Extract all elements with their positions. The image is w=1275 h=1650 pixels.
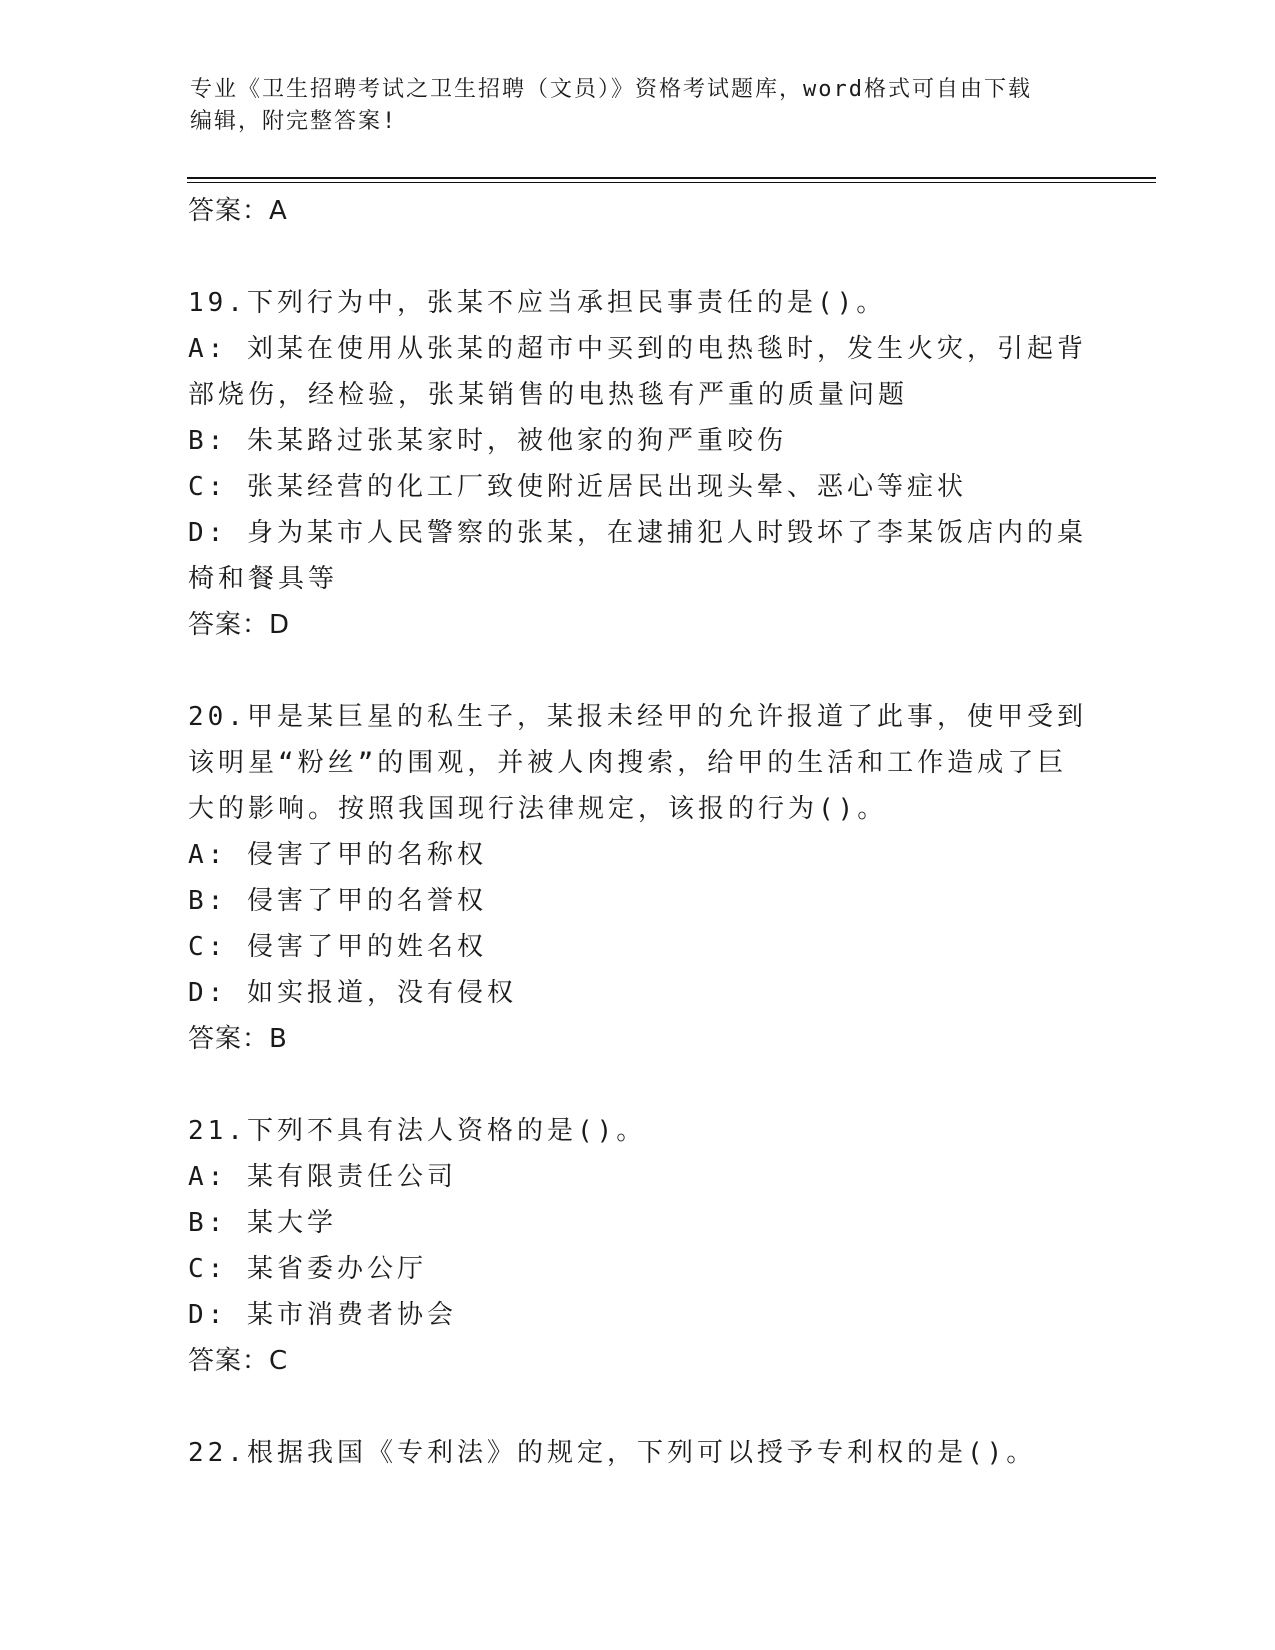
option-a: A: 某有限责任公司 xyxy=(188,1162,457,1192)
answer-line: 答案：A xyxy=(188,196,288,226)
option-d: D: 身为某市人民警察的张某，在逮捕犯人时毁坏了李某饭店内的桌椅和餐具等 xyxy=(188,518,1087,594)
option-d: D: 如实报道，没有侵权 xyxy=(188,978,517,1008)
page-header xyxy=(190,74,1090,138)
option-b: B: 侵害了甲的名誉权 xyxy=(188,886,487,916)
question-content xyxy=(188,188,1088,1476)
spacer xyxy=(188,1384,1088,1430)
question-stem: 19.下列行为中，张某不应当承担民事责任的是()。 xyxy=(188,288,887,318)
option-a: A: 侵害了甲的名称权 xyxy=(188,840,487,870)
option-c: C: 张某经营的化工厂致使附近居民出现头晕、恶心等症状 xyxy=(188,472,967,502)
question-stem: 22.根据我国《专利法》的规定，下列可以授予专利权的是()。 xyxy=(188,1438,1037,1468)
question-stem: 21.下列不具有法人资格的是()。 xyxy=(188,1116,647,1146)
header-line-2: 编辑，附完整答案! xyxy=(190,109,398,134)
option-c: C: 某省委办公厅 xyxy=(188,1254,427,1284)
option-c: C: 侵害了甲的姓名权 xyxy=(188,932,487,962)
question-block xyxy=(188,1430,1088,1476)
option-d: D: 某市消费者协会 xyxy=(188,1300,457,1330)
header-divider-thin xyxy=(187,182,1156,183)
option-a: A: 刘某在使用从张某的超市中买到的电热毯时，发生火灾，引起背部烧伤，经检验，张某销售的电热毯有严重的质量问题 xyxy=(188,334,1087,410)
spacer xyxy=(188,648,1088,694)
header-line-1: 专业《卫生招聘考试之卫生招聘（文员）》资格考试题库，word格式可自由下载 xyxy=(190,77,1032,102)
option-b: B: 某大学 xyxy=(188,1208,337,1238)
question-block xyxy=(188,694,1088,1062)
answer-line: 答案：B xyxy=(188,1024,288,1054)
option-b: B: 朱某路过张某家时，被他家的狗严重咬伤 xyxy=(188,426,787,456)
header-divider-thick xyxy=(187,177,1156,179)
question-stem: 20.甲是某巨星的私生子，某报未经甲的允许报道了此事，使甲受到该明星“粉丝”的围观，并被人肉搜索，给甲的生活和工作造成了巨大的影响。按照我国现行法律规定，该报的行为()。 xyxy=(188,702,1087,824)
question-block xyxy=(188,280,1088,648)
spacer xyxy=(188,234,1088,280)
answer-line: 答案：D xyxy=(188,610,291,640)
answer-line: 答案：C xyxy=(188,1346,289,1376)
question-block xyxy=(188,1108,1088,1384)
spacer xyxy=(188,1062,1088,1108)
